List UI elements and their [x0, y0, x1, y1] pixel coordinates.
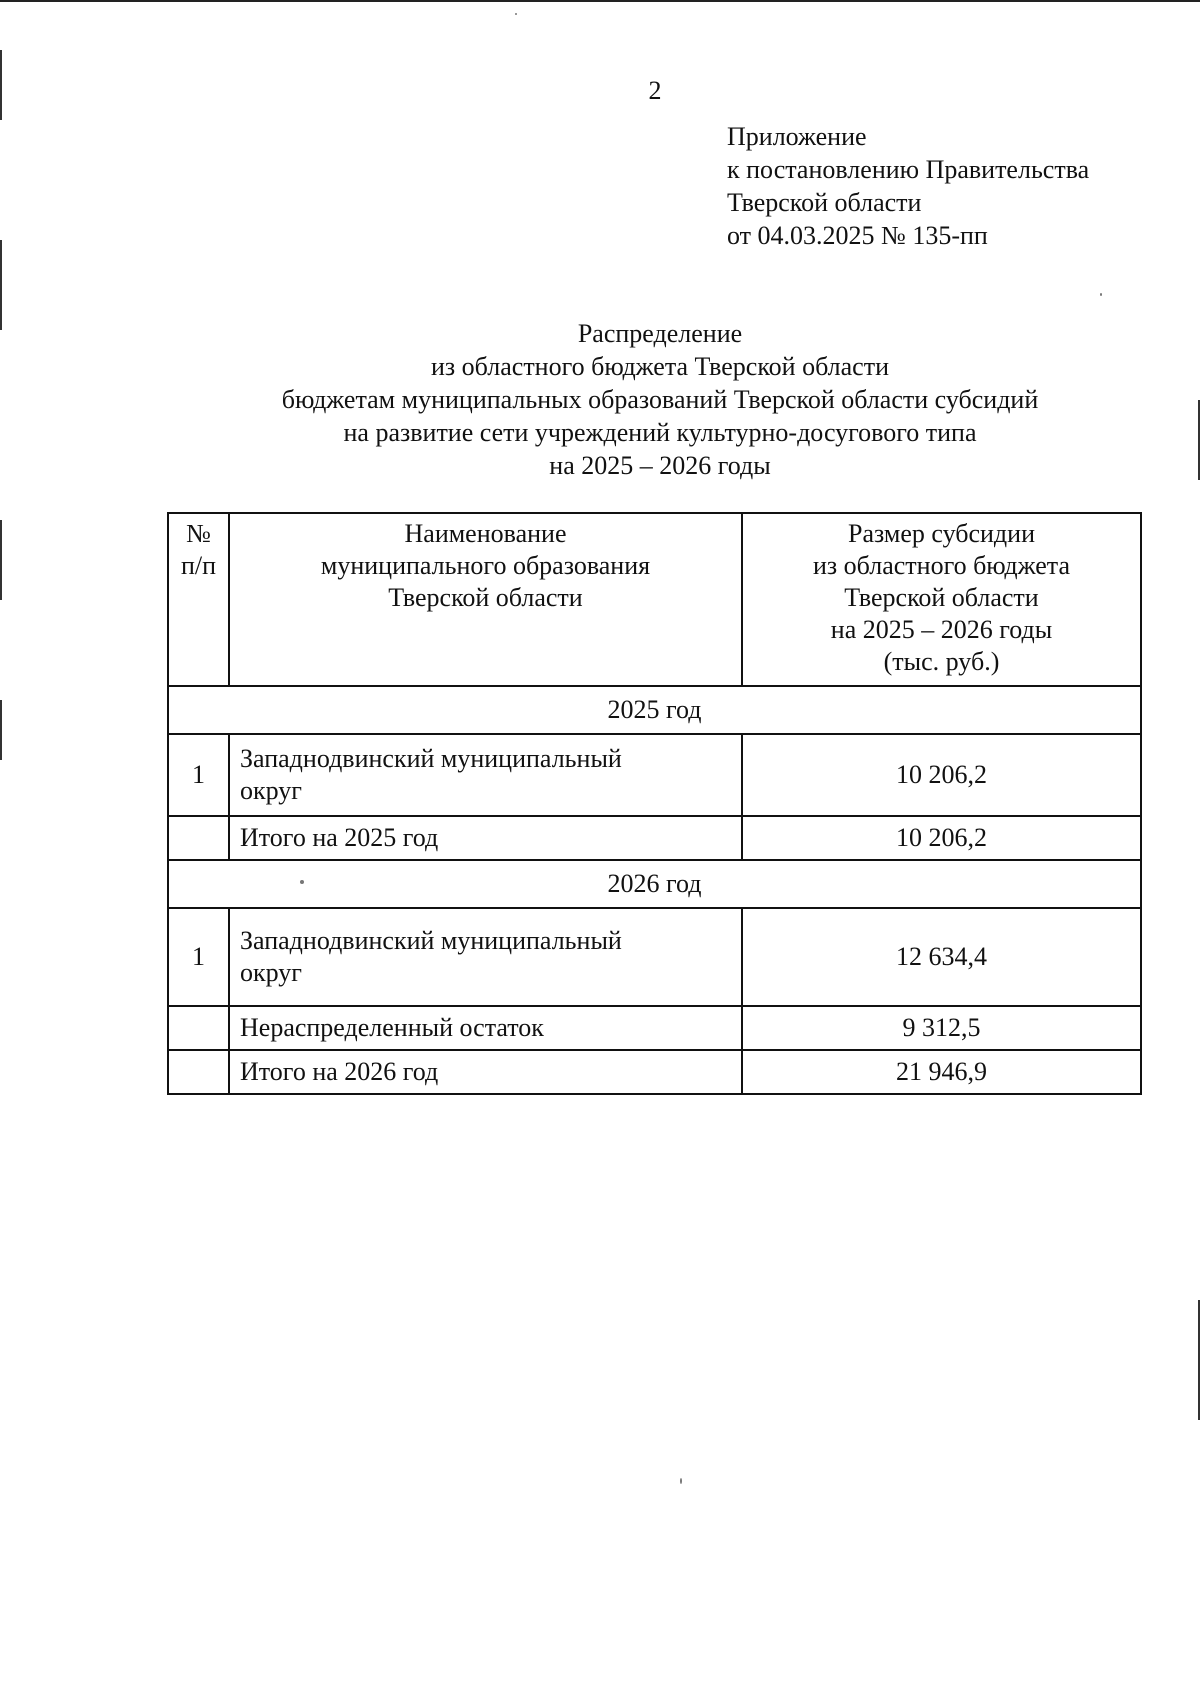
remainder-amount: 9 312,5 — [742, 1006, 1141, 1050]
appendix-line: к постановлению Правительства — [727, 155, 1090, 184]
total-row — [168, 1050, 1141, 1094]
header-amount: Размер субсидии из областного бюджета Тверской области на 2025 – 2026 годы (тыс. руб.) — [742, 513, 1141, 686]
scan-speck — [680, 1478, 682, 1484]
row-num-empty — [168, 1006, 229, 1050]
appendix-line: от 04.03.2025 № 135-пп — [727, 221, 988, 250]
subsidy-table — [167, 512, 1142, 1095]
total-label: Итого на 2025 год — [229, 816, 742, 860]
row-name: Западнодвинский муниципальный округ — [229, 734, 742, 816]
row-num-empty — [168, 1050, 229, 1094]
total-row — [168, 816, 1141, 860]
row-num-empty — [168, 816, 229, 860]
total-amount: 21 946,9 — [742, 1050, 1141, 1094]
appendix-block — [727, 120, 1089, 252]
row-num: 1 — [168, 908, 229, 1006]
header-num: № п/п — [168, 513, 229, 686]
scan-edge-mark — [0, 520, 2, 600]
scan-edge-mark — [0, 240, 2, 330]
remainder-row — [168, 1006, 1141, 1050]
table-row — [168, 908, 1141, 1006]
row-name: Западнодвинский муниципальный округ — [229, 908, 742, 1006]
title-line: на 2025 – 2026 годы — [549, 451, 771, 480]
year-label: 2025 год — [168, 686, 1141, 734]
title-line: из областного бюджета Тверской области — [431, 352, 889, 381]
title-line: на развитие сети учреждений культурно-досугового типа — [343, 418, 977, 447]
table-header-row — [168, 513, 1141, 686]
row-amount: 12 634,4 — [742, 908, 1141, 1006]
remainder-label: Нераспределенный остаток — [229, 1006, 742, 1050]
year-label: 2026 год — [168, 860, 1141, 908]
row-num: 1 — [168, 734, 229, 816]
scan-edge-mark — [0, 700, 2, 760]
document-title — [160, 317, 1160, 482]
total-label: Итого на 2026 год — [229, 1050, 742, 1094]
page-number: 2 — [648, 76, 662, 105]
year-section-row — [168, 686, 1141, 734]
scan-speck — [515, 13, 517, 15]
year-section-row — [168, 860, 1141, 908]
header-name: Наименование муниципального образования Тверской области — [229, 513, 742, 686]
title-line: бюджетам муниципальных образований Тверской области субсидий — [281, 385, 1039, 414]
scan-speck — [1100, 293, 1102, 296]
appendix-line: Тверской области — [727, 188, 922, 217]
appendix-line: Приложение — [727, 122, 867, 151]
scan-border-top — [0, 0, 1200, 2]
table-row — [168, 734, 1141, 816]
row-amount: 10 206,2 — [742, 734, 1141, 816]
title-line: Распределение — [577, 319, 743, 348]
total-amount: 10 206,2 — [742, 816, 1141, 860]
